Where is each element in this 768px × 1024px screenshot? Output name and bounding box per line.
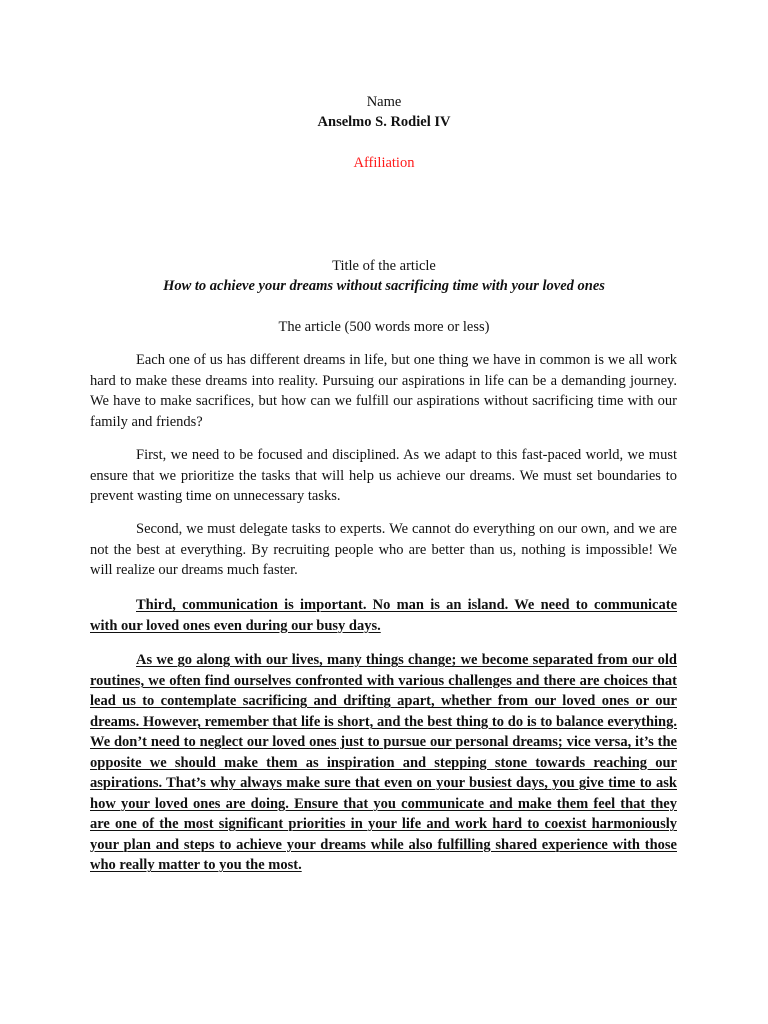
paragraph-2 [90,445,677,507]
paragraph-text: Second, we must delegate tasks to experts. We cannot do everything on our own, and we are not the best at everything. By recruiting people who are better than us, nothing is impossible! We will realize our dreams much faster. [90,521,677,578]
paragraph-5 [90,650,677,876]
name-label: Name [366,94,402,110]
paragraph-3 [90,519,677,581]
paragraph-text: Third, communication is important. No man is an island. We need to communicate with our loved ones even during our busy days. [90,597,677,634]
author-name: Anselmo S. Rodiel IV [317,114,451,130]
article-title: How to achieve your dreams without sacrificing time with your loved ones [163,278,605,294]
article-label: The article (500 words more or less) [278,319,490,335]
paragraph-4 [90,595,677,636]
paragraph-text: As we go along with our lives, many things change; we become separated from our old routines, we often find ourselves confronted with various challenges and there are choices that lead us to contemplate sacrificing and drifting apart, whether from our loved ones or our dreams. However, remember that life is short, and the best thing to do is to balance everything. We don’t need to neglect our loved ones just to pursue our personal dreams; vice versa, it’s the opposite we should make them as inspiration and stepping stone towards reaching our aspirations. That’s why always make sure that even on your busiest days, you give time to ask how your loved ones are doing. Ensure that you communicate and make them feel that they are one of the most significant priorities in your life and work hard to coexist harmoniously your plan and steps to achieve your dreams while also fulfilling shared experience with those who really matter to you the most. [90,652,677,873]
affiliation-label: Affiliation [353,155,415,171]
paragraph-text: First, we need to be focused and disciplined. As we adapt to this fast-paced world, we must ensure that we prioritize the tasks that will help us achieve our dreams. We must set boundaries to prevent wasting time on unnecessary tasks. [90,447,677,504]
paragraph-text: Each one of us has different dreams in life, but one thing we have in common is we all work hard to make these dreams into reality. Pursuing our aspirations in life can be a demanding journey. We have to make sacrifices, but how can we fulfill our aspirations without sacrificing time with our family and friends? [90,352,677,430]
title-label: Title of the article [332,258,436,274]
paragraph-1 [90,350,677,432]
